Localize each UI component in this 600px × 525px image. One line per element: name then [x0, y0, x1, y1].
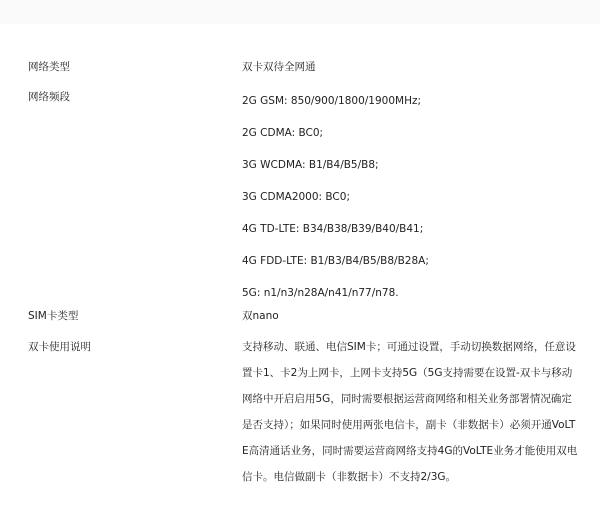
spec-value — [242, 309, 580, 335]
spec-value-line: 双nano — [242, 310, 279, 322]
spec-value-line: 4G FDD-LTE: B1/B3/B4/B5/B8/B28A; — [242, 255, 429, 267]
spec-value-line: 2G GSM: 850/900/1800/1900MHz; — [242, 95, 422, 107]
spec-value-line: 3G WCDMA: B1/B4/B5/B8; — [242, 159, 379, 171]
spec-value — [242, 340, 580, 490]
spec-label: SIM卡类型 — [28, 310, 79, 322]
spec-label: 网络频段 — [28, 91, 70, 103]
spec-value-line: 5G: n1/n3/n28A/n41/n77/n78. — [242, 287, 399, 299]
spec-value — [242, 94, 580, 318]
spec-value-line: 4G TD-LTE: B34/B38/B39/B40/B41; — [242, 223, 424, 235]
spec-value-line: 2G CDMA: BC0; — [242, 127, 324, 139]
spec-label: 网络类型 — [28, 61, 70, 73]
spec-label: 双卡使用说明 — [28, 341, 91, 353]
spec-value-paragraph: 支持移动、联通、电信SIM卡；可通过设置，手动切换数据网络，任意设置卡1、卡2为上网卡，上网卡支持5G（5G支持需要在设置-双卡与移动网络中开启启用5G，同时需要根据运营商网络和相关业务部署情况确定是否支持）；如果同时使用两张电信卡，副卡（非数据卡）必须开通VoLTE高清通话业务，同时需要运营商网络支持4G的VoLTE业务才能使用双电信卡。电信做副卡（非数据卡）不支持2/3G。 — [242, 341, 578, 483]
top-bar — [0, 0, 600, 24]
spec-value-line: 3G CDMA2000: BC0; — [242, 191, 350, 203]
spec-value — [242, 60, 580, 86]
spec-value-line: 双卡双待全网通 — [242, 61, 316, 73]
